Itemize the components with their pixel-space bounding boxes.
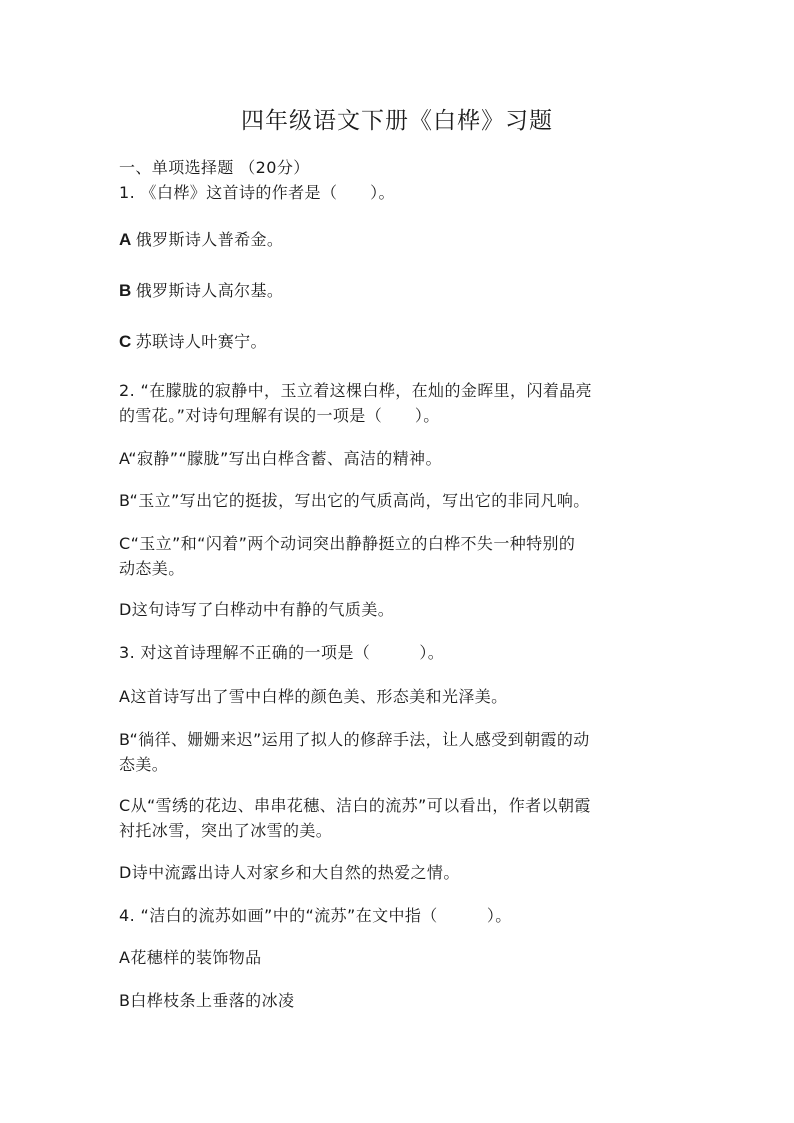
question-1-option-c: [119, 329, 689, 355]
question-3-option-c-line-2: 衬托冰雪，突出了冰雪的美。: [119, 821, 333, 840]
question-3-stem: 3. 对这首诗理解不正确的一项是（ ）。: [119, 643, 445, 662]
option-text: 苏联诗人叶赛宁。: [135, 332, 267, 351]
option-text: 俄罗斯诗人高尔基。: [135, 281, 284, 300]
question-2-stem-line-2: 的雪花。”对诗句理解有误的一项是（ ）。: [119, 406, 440, 425]
option-letter: C: [119, 332, 132, 351]
question-2-option-c-line-2: 动态美。: [119, 559, 185, 578]
question-2-stem-line-1: 2. “在朦胧的寂静中，玉立着这棵白桦，在灿的金晖里，闪着晶亮: [119, 381, 593, 400]
question-1-option-b: [119, 278, 689, 304]
question-4-option-a: A花穗样的装饰物品: [119, 948, 262, 967]
page-title: 四年级语文下册《白桦》习题: [241, 108, 553, 134]
question-2-option-d: D这句诗写了白桦动中有静的气质美。: [119, 600, 395, 619]
question-2-option-b: B“玉立”写出它的挺拔，写出它的气质高尚，写出它的非同凡响。: [119, 491, 590, 510]
question-4-stem: 4. “洁白的流苏如画”中的“流苏”在文中指（ ）。: [119, 906, 512, 925]
question-3-option-b-line-2: 态美。: [119, 755, 169, 774]
question-2-option-c-line-1: C“玉立”和“闪着”两个动词突出静静挺立的白桦不失一种特别的: [119, 534, 576, 553]
question-3-option-d: D诗中流露出诗人对家乡和大自然的热爱之情。: [119, 863, 460, 882]
question-1-stem: 1. 《白桦》这首诗的作者是（ ）。: [119, 183, 395, 202]
question-2-option-a: A“寂静”“朦胧”写出白桦含蓄、高洁的精神。: [119, 449, 442, 468]
question-3-option-a: A这首诗写出了雪中白桦的颜色美、形态美和光泽美。: [119, 687, 508, 706]
option-letter: A: [119, 230, 132, 249]
option-text: 俄罗斯诗人普希金。: [135, 230, 284, 249]
question-3-option-b-line-1: B“徜徉、姗姗来迟”运用了拟人的修辞手法，让人感受到朝霞的动: [119, 730, 590, 749]
question-3-option-c-line-1: C从“雪绣的花边、串串花穗、洁白的流苏”可以看出，作者以朝霞: [119, 796, 591, 815]
option-letter: B: [119, 281, 132, 300]
section-heading: 一、单项选择题 （20分）: [119, 158, 310, 177]
question-4-option-b: B白桦枝条上垂落的冰凌: [119, 991, 295, 1010]
question-1-option-a: [119, 227, 689, 253]
